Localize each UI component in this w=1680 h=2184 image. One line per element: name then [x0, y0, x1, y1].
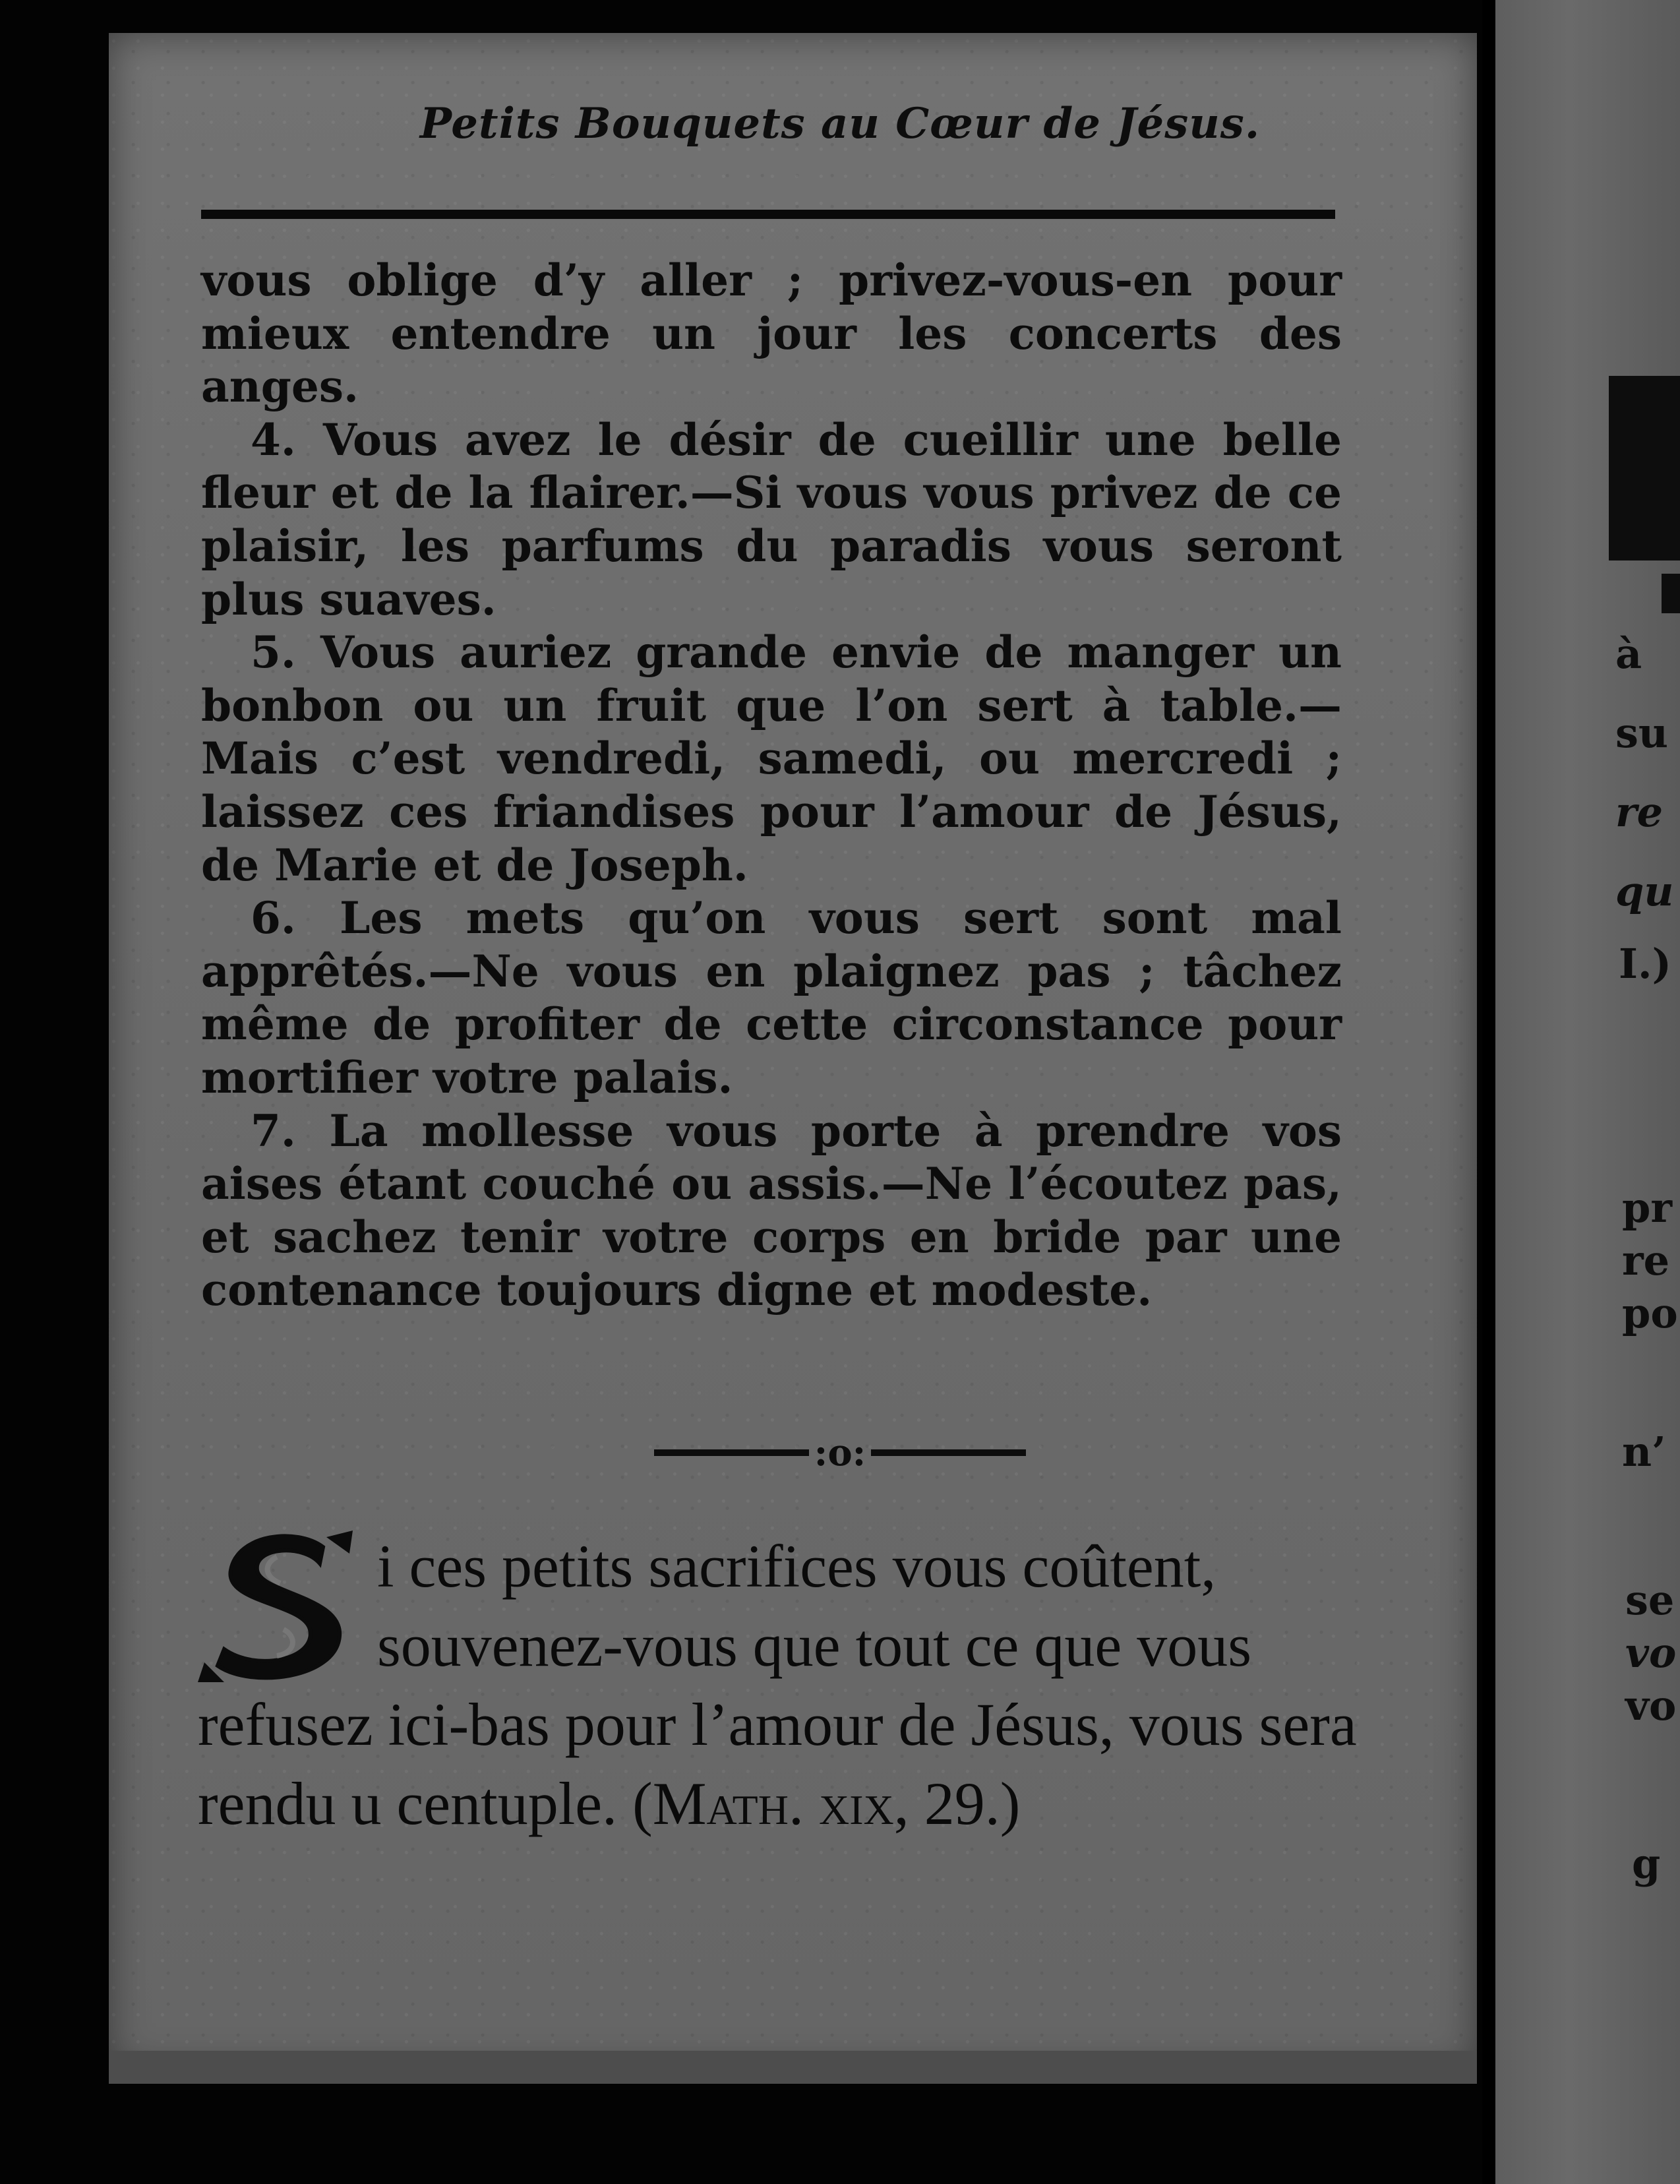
- adjacent-fragment: vo: [1625, 1629, 1677, 1677]
- closing-text: i ces petits sacrifices vous coûtent, souvenez-vous que tout ce que vous refusez ici-bas pour l’amour de Jésus, vous sera rendu u centuple.: [198, 1532, 1357, 1837]
- paragraph-item-6: 6. Les mets qu’on vous sert sont mal apprêtés.—Ne vous en plaignez pas ; tâchez même de profiter de cette circonstance pour mortifier votre palais.: [201, 892, 1342, 1103]
- separator-dash-right: [871, 1449, 1026, 1456]
- body-text: [201, 254, 1342, 1317]
- adjacent-page-initial-fragment: [1662, 574, 1680, 613]
- adjacent-fragment: re: [1622, 1236, 1670, 1285]
- adjacent-fragment: n’: [1622, 1428, 1666, 1476]
- adjacent-fragment: po: [1622, 1289, 1678, 1337]
- head-rule: [201, 210, 1335, 219]
- adjacent-fragment: I.): [1619, 940, 1671, 988]
- drop-cap-letter: S: [278, 1624, 283, 1631]
- paragraph-item-5: 5. Vous auriez grande envie de manger un bonbon ou un fruit que l’on sert à table.—Mais c’est vendredi, samedi, ou mercredi ; laissez ces friandises pour l’amour de Jésus, de Marie et de Joseph.: [201, 626, 1342, 891]
- adjacent-fragment: à: [1615, 630, 1642, 678]
- separator-dash-left: [654, 1449, 809, 1456]
- separator-mark: :o:: [814, 1431, 866, 1474]
- section-separator: [0, 1431, 1680, 1474]
- adjacent-fragment: vo: [1625, 1682, 1677, 1730]
- paragraph-item-7: 7. La mollesse vous porte à prendre vos aises étant couché ou assis.—Ne l’écoutez pas, et sachez tenir votre corps en bride par une contenance toujours digne et modeste.: [201, 1105, 1342, 1316]
- book-gutter: [1482, 0, 1495, 2184]
- adjacent-page-large-initial: [1609, 376, 1680, 561]
- running-head: Petits Bouquets au Cœur de Jésus.: [419, 99, 1261, 148]
- paragraph-continuation: vous oblige d’y aller ; privez-vous-en pour mieux entendre un jour les concerts des anges.: [201, 255, 1342, 413]
- closing-paragraph: [198, 1527, 1385, 1843]
- adjacent-fragment: su: [1615, 709, 1668, 757]
- adjacent-fragment: g: [1632, 1840, 1661, 1888]
- page-bottom-edge: [109, 2051, 1477, 2084]
- drop-cap-s-ornament: [198, 1531, 363, 1682]
- adjacent-fragment: qu: [1615, 867, 1674, 915]
- adjacent-fragment: pr: [1622, 1184, 1673, 1232]
- scripture-reference: (Math. xix, 29.): [632, 1770, 1021, 1837]
- adjacent-fragment: se: [1625, 1576, 1675, 1624]
- adjacent-fragment: re: [1615, 788, 1664, 836]
- paragraph-item-4: 4. Vous avez le désir de cueillir une belle fleur et de la flairer.—Si vous vous privez de ce plaisir, les parfums du paradis vous seront plus suaves.: [201, 413, 1342, 625]
